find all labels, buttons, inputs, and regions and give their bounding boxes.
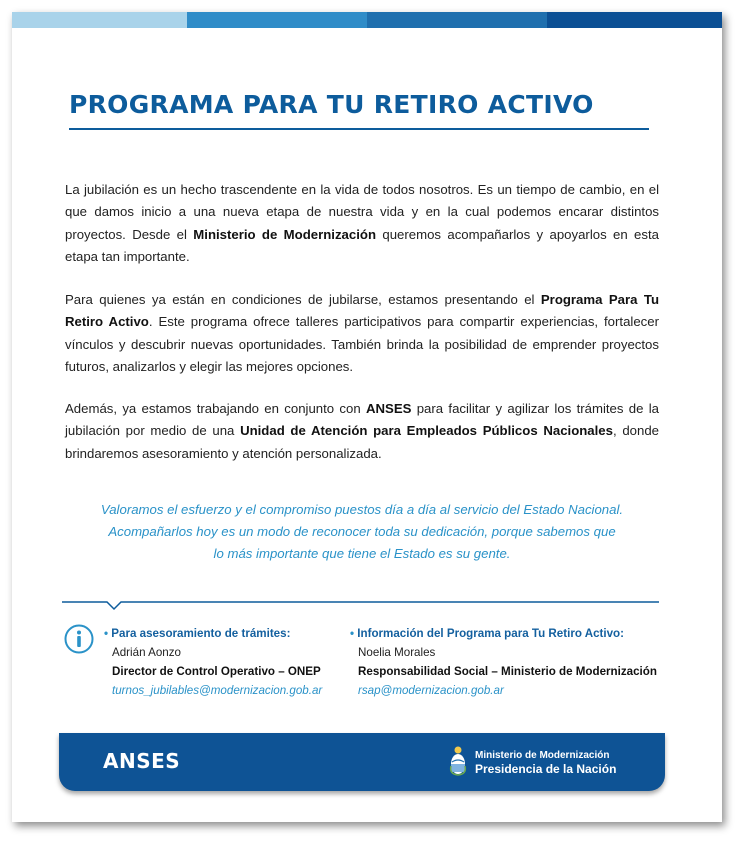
anses-logo: ANSES (103, 749, 181, 773)
top-color-stripes (12, 12, 722, 28)
contact-role: Director de Control Operativo – ONEP (112, 665, 321, 678)
page-title: PROGRAMA PARA TU RETIRO ACTIVO (69, 90, 594, 119)
contact-heading: • Información del Programa para Tu Retiro Activo: (350, 627, 624, 640)
contact-name: Noelia Morales (358, 646, 436, 659)
intro-paragraph: La jubilación es un hecho trascendente en la vida de todos nosotros. Es un tiempo de cambio, en el que damos inicio a una nueva etapa de nuestra vida y en la cual podemos encarar distintos proyectos. Desde el Ministerio de Modernización queremos acompañarlos y apoyarlos en esta etapa tan importante. (65, 182, 659, 264)
closing-quote: Valoramos el esfuerzo y el compromiso puestos día a día al servicio del Estado Nacional. Acompañarlos hoy es un modo de reconocer toda su dedicación, porque sabemos que lo más importante que tiene el Estado es su gente. (100, 502, 624, 561)
flyer-page (12, 12, 722, 822)
contact-block-procedures (104, 624, 322, 700)
title-underline (69, 128, 649, 130)
program-paragraph: Para quienes ya están en condiciones de jubilarse, estamos presentando el Programa Para Tu Retiro Activo. Este programa ofrece talleres participativos para compartir experiencias, fortalecer vínculos y descubrir nuevas oportunidades. También brinda la posibilidad de emprender proyectos futuros, analizarlos y elegir las mejores opciones. (65, 292, 659, 374)
contact-heading: • Para asesoramiento de trámites: (104, 627, 291, 640)
section-divider (62, 601, 659, 611)
contact-block-program (350, 624, 657, 700)
contact-role: Responsabilidad Social – Ministerio de Modernización (358, 665, 657, 678)
contact-email-link[interactable]: rsap@modernizacion.gob.ar (358, 684, 504, 697)
anses-paragraph: Además, ya estamos trabajando en conjunto con ANSES para facilitar y agilizar los trámites de la jubilación por medio de una Unidad de Atención para Empleados Públicos Nacionales, donde brindaremos asesoramiento y atención personalizada. (65, 401, 659, 461)
ministry-signature: Ministerio de Modernización Presidencia de la Nación (475, 750, 617, 776)
info-icon (64, 624, 94, 654)
national-seal-icon (449, 744, 467, 777)
contact-email-link[interactable]: turnos_jubilables@modernizacion.gob.ar (112, 684, 323, 697)
contact-name: Adrián Aonzo (112, 646, 181, 659)
footer-bar (59, 733, 665, 791)
